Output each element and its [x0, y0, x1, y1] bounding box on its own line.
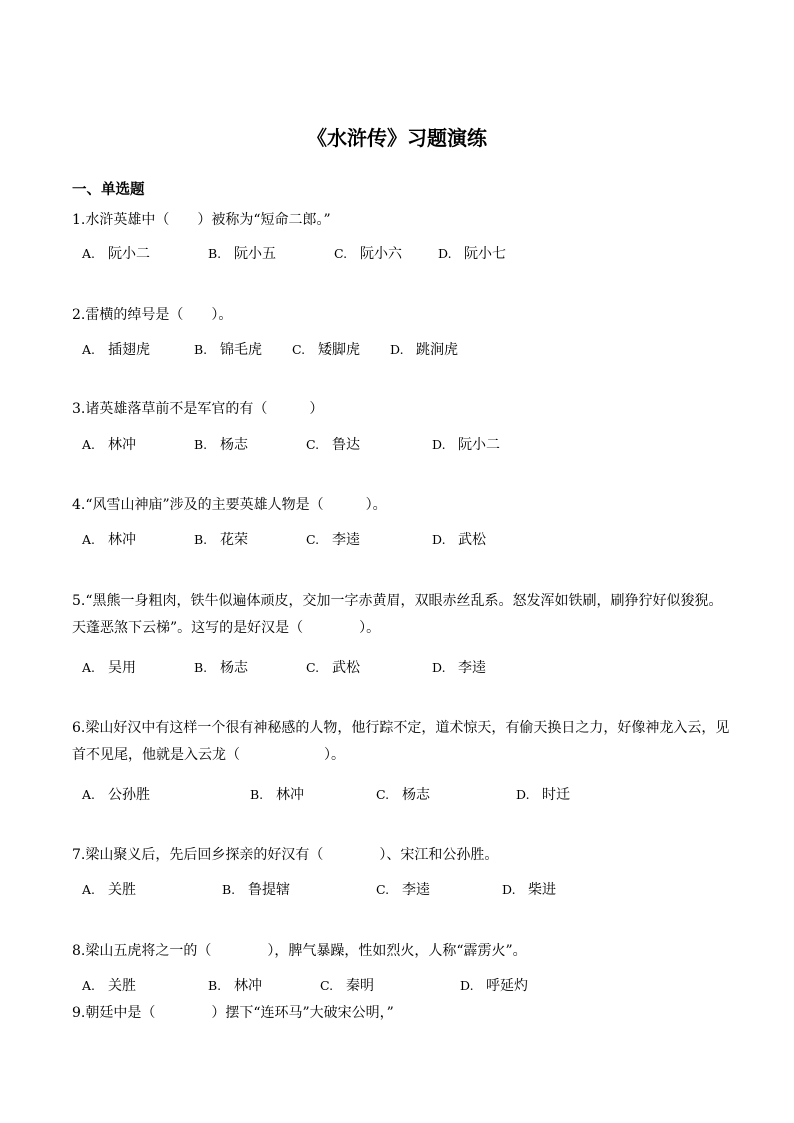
question-1: 1.水浒英雄中（ ）被称为“短命二郎。”	[72, 212, 331, 228]
options-3	[82, 434, 722, 454]
option-a[interactable]: A. 阮小二	[82, 246, 150, 262]
options-8	[82, 975, 722, 995]
option-c[interactable]: C. 鲁达	[306, 437, 360, 453]
option-d[interactable]: D. 柴进	[502, 882, 556, 898]
question-7: 7.梁山聚义后，先后回乡探亲的好汉有（ ）、宋江和公孙胜。	[72, 847, 499, 863]
option-a[interactable]: A. 林冲	[82, 532, 136, 548]
option-c[interactable]: C. 李逵	[376, 882, 430, 898]
option-b[interactable]: B. 锦毛虎	[194, 342, 262, 358]
option-a[interactable]: A. 关胜	[82, 978, 136, 994]
option-d[interactable]: D. 武松	[432, 532, 486, 548]
question-5: 5.“黑熊一身粗肉，铁牛似遍体顽皮，交加一字赤黄眉，双眼赤丝乱系。怒发浑如铁刷，刷狰狞好似狻猊。天蓬恶煞下云梯”。这写的是好汉是（ ）。	[72, 593, 723, 636]
option-a[interactable]: A. 吴用	[82, 660, 136, 676]
option-d[interactable]: D. 时迁	[516, 787, 570, 803]
option-d[interactable]: D. 阮小七	[438, 246, 506, 262]
question-6: 6.梁山好汉中有这样一个很有神秘感的人物，他行踪不定，道术惊天，有偷天换日之力，好像神龙入云，见首不见尾，他就是入云龙（ ）。	[72, 720, 730, 763]
option-b[interactable]: B. 鲁提辖	[222, 882, 290, 898]
section-heading: 一、单选题	[72, 181, 145, 198]
option-d[interactable]: D. 呼延灼	[460, 978, 528, 994]
option-c[interactable]: C. 武松	[306, 660, 360, 676]
option-c[interactable]: C. 秦明	[320, 978, 374, 994]
question-4: 4.“风雪山神庙”涉及的主要英雄人物是（ ）。	[72, 497, 387, 513]
options-4	[82, 529, 722, 549]
option-a[interactable]: A. 林冲	[82, 437, 136, 453]
option-d[interactable]: D. 李逵	[432, 660, 486, 676]
option-b[interactable]: B. 杨志	[194, 660, 248, 676]
page-title: 《水浒传》习题演练	[307, 126, 487, 150]
option-b[interactable]: B. 阮小五	[208, 246, 276, 262]
option-b[interactable]: B. 花荣	[194, 532, 248, 548]
option-a[interactable]: A. 插翅虎	[82, 342, 150, 358]
option-c[interactable]: C. 阮小六	[334, 246, 402, 262]
options-6	[82, 784, 722, 804]
option-d[interactable]: D. 阮小二	[432, 437, 500, 453]
option-b[interactable]: B. 杨志	[194, 437, 248, 453]
option-a[interactable]: A. 公孙胜	[82, 787, 150, 803]
option-b[interactable]: B. 林冲	[250, 787, 304, 803]
options-7	[82, 879, 722, 899]
question-3: 3.诸英雄落草前不是军官的有（ ）	[72, 401, 324, 417]
option-c[interactable]: C. 矮脚虎	[292, 342, 360, 358]
question-8: 8.梁山五虎将之一的（ ），脾气暴躁，性如烈火，人称“霹雳火”。	[72, 943, 527, 959]
option-a[interactable]: A. 关胜	[82, 882, 136, 898]
options-2	[82, 339, 722, 359]
question-9: 9.朝廷中是（ ）摆下“连环马”大破宋公明，”	[72, 1005, 394, 1021]
options-1	[82, 243, 722, 263]
question-2: 2.雷横的绰号是（ ）。	[72, 307, 233, 323]
option-c[interactable]: C. 李逵	[306, 532, 360, 548]
option-b[interactable]: B. 林冲	[208, 978, 262, 994]
option-d[interactable]: D. 跳涧虎	[390, 342, 458, 358]
option-c[interactable]: C. 杨志	[376, 787, 430, 803]
options-5	[82, 657, 722, 677]
